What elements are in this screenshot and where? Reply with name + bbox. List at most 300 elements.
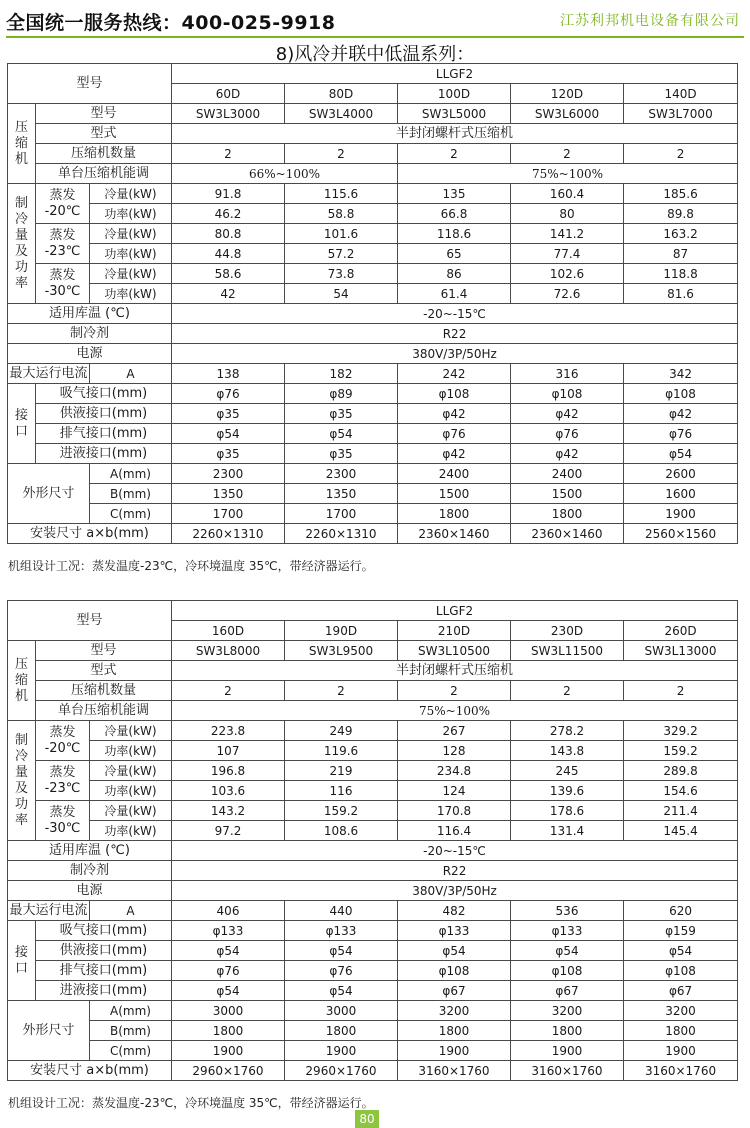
compressor-model-cell: SW3L4000 <box>285 104 398 124</box>
liquid-label: 供液接口(mm) <box>36 404 172 424</box>
value-cell: φ42 <box>511 444 624 464</box>
count-cell: 2 <box>172 144 285 164</box>
value-cell: 72.6 <box>511 284 624 304</box>
value-cell: 2400 <box>511 464 624 484</box>
value-cell: 97.2 <box>172 821 285 841</box>
count-cell: 2 <box>172 681 285 701</box>
temp-range-label: 适用库温 (℃) <box>8 304 172 324</box>
compressor-type-value: 半封闭螺杆式压缩机 <box>172 124 738 144</box>
value-cell: 620 <box>624 901 738 921</box>
header-divider <box>6 36 744 38</box>
model-cell: 100D <box>398 84 511 104</box>
table-row <box>8 144 738 164</box>
table-row <box>8 861 738 881</box>
table-row <box>8 104 738 124</box>
value-cell: 1600 <box>624 484 738 504</box>
value-cell: φ42 <box>398 444 511 464</box>
compressor-model-cell: SW3L6000 <box>511 104 624 124</box>
value-cell: 316 <box>511 364 624 384</box>
value-cell: 86 <box>398 264 511 284</box>
value-cell: 124 <box>398 781 511 801</box>
value-cell: 44.8 <box>172 244 285 264</box>
value-cell: 440 <box>285 901 398 921</box>
connection-group-label: 接口 <box>8 921 36 1001</box>
value-cell: 3200 <box>511 1001 624 1021</box>
compressor-count-label: 压缩机数量 <box>36 144 172 164</box>
value-cell: 65 <box>398 244 511 264</box>
value-cell: 107 <box>172 741 285 761</box>
model-cell: 260D <box>624 621 738 641</box>
install-label: 安装尺寸 a×b(mm) <box>8 524 172 544</box>
value-cell: φ133 <box>172 921 285 941</box>
power-kw-label: 功率(kW) <box>90 204 172 224</box>
section-title: 8)风冷并联中低温系列： <box>275 44 475 65</box>
value-cell: 77.4 <box>511 244 624 264</box>
spec-table-1 <box>7 63 738 544</box>
power-kw-label: 功率(kW) <box>90 781 172 801</box>
evap-20-label: 蒸发 -20℃ <box>36 721 90 761</box>
table-row <box>8 901 738 921</box>
compressor-model-cell: SW3L10500 <box>398 641 511 661</box>
dim-b-label: B(mm) <box>90 1021 172 1041</box>
value-cell: 101.6 <box>285 224 398 244</box>
value-cell: φ54 <box>511 941 624 961</box>
table-row <box>8 464 738 484</box>
cooling-group-label: 制冷量及功率 <box>8 721 36 841</box>
value-cell: φ67 <box>624 981 738 1001</box>
power-supply-label: 电源 <box>8 344 172 364</box>
table-row <box>8 204 738 224</box>
dim-c-label: C(mm) <box>90 1041 172 1061</box>
value-cell: φ42 <box>511 404 624 424</box>
table-row <box>8 641 738 661</box>
value-cell: 185.6 <box>624 184 738 204</box>
compressor-type-label: 型式 <box>36 661 172 681</box>
value-cell: φ133 <box>511 921 624 941</box>
value-cell: 139.6 <box>511 781 624 801</box>
discharge-label: 排气接口(mm) <box>36 424 172 444</box>
dimensions-label: 外形尺寸 <box>8 464 90 524</box>
amp-unit: A <box>90 901 172 921</box>
table-row <box>8 941 738 961</box>
table-row <box>8 264 738 284</box>
temp-range-value: -20~-15℃ <box>172 304 738 324</box>
model-cell: 120D <box>511 84 624 104</box>
spec-table-2 <box>7 600 738 1081</box>
table-row <box>8 524 738 544</box>
table-row <box>8 304 738 324</box>
value-cell: 57.2 <box>285 244 398 264</box>
count-cell: 2 <box>398 144 511 164</box>
value-cell: 81.6 <box>624 284 738 304</box>
table-row <box>8 404 738 424</box>
power-supply-value: 380V/3P/50Hz <box>172 344 738 364</box>
cool-kw-label: 冷量(kW) <box>90 721 172 741</box>
value-cell: 536 <box>511 901 624 921</box>
table-row <box>8 1061 738 1081</box>
value-cell: φ76 <box>398 424 511 444</box>
value-cell: 1800 <box>285 1021 398 1041</box>
value-cell: φ76 <box>285 961 398 981</box>
value-cell: φ35 <box>172 444 285 464</box>
capacity-reg-value-b: 75%~100% <box>398 164 738 184</box>
table-row <box>8 961 738 981</box>
value-cell: 178.6 <box>511 801 624 821</box>
value-cell: 1800 <box>172 1021 285 1041</box>
power-kw-label: 功率(kW) <box>90 741 172 761</box>
value-cell: 119.6 <box>285 741 398 761</box>
compressor-model-cell: SW3L7000 <box>624 104 738 124</box>
install-label: 安装尺寸 a×b(mm) <box>8 1061 172 1081</box>
series-name: LLGF2 <box>172 601 738 621</box>
value-cell: 3200 <box>624 1001 738 1021</box>
discharge-label: 排气接口(mm) <box>36 961 172 981</box>
value-cell: 2260×1310 <box>285 524 398 544</box>
count-cell: 2 <box>511 681 624 701</box>
value-cell: 2600 <box>624 464 738 484</box>
value-cell: 128 <box>398 741 511 761</box>
suction-label: 吸气接口(mm) <box>36 384 172 404</box>
value-cell: 1700 <box>172 504 285 524</box>
value-cell: φ76 <box>624 424 738 444</box>
value-cell: φ35 <box>172 404 285 424</box>
value-cell: 1500 <box>398 484 511 504</box>
power-supply-value: 380V/3P/50Hz <box>172 881 738 901</box>
value-cell: 138 <box>172 364 285 384</box>
capacity-reg-label: 单台压缩机能调 <box>36 164 172 184</box>
compressor-model-label: 型号 <box>36 641 172 661</box>
value-cell: 1900 <box>511 1041 624 1061</box>
table-row <box>8 1001 738 1021</box>
compressor-model-cell: SW3L11500 <box>511 641 624 661</box>
value-cell: 160.4 <box>511 184 624 204</box>
value-cell: 2960×1760 <box>285 1061 398 1081</box>
table-1-note: 机组设计工况：蒸发温度-23℃，冷环境温度 35℃，带经济器运行。 <box>8 559 374 573</box>
value-cell: 143.2 <box>172 801 285 821</box>
page-header <box>0 0 750 42</box>
series-name: LLGF2 <box>172 64 738 84</box>
value-cell: φ108 <box>511 384 624 404</box>
refrigerant-value: R22 <box>172 324 738 344</box>
dimensions-label: 外形尺寸 <box>8 1001 90 1061</box>
value-cell: φ108 <box>398 961 511 981</box>
dim-c-label: C(mm) <box>90 504 172 524</box>
table-row <box>8 504 738 524</box>
value-cell: 2360×1460 <box>398 524 511 544</box>
power-kw-label: 功率(kW) <box>90 284 172 304</box>
value-cell: 242 <box>398 364 511 384</box>
value-cell: 1900 <box>172 1041 285 1061</box>
inlet-label: 进液接口(mm) <box>36 444 172 464</box>
value-cell: φ54 <box>285 981 398 1001</box>
evap-20-label: 蒸发 -20℃ <box>36 184 90 224</box>
compressor-model-cell: SW3L3000 <box>172 104 285 124</box>
value-cell: 1900 <box>624 1041 738 1061</box>
table-row <box>8 384 738 404</box>
value-cell: 135 <box>398 184 511 204</box>
value-cell: 1800 <box>511 504 624 524</box>
value-cell: 103.6 <box>172 781 285 801</box>
value-cell: 42 <box>172 284 285 304</box>
table-row <box>8 444 738 464</box>
value-cell: 278.2 <box>511 721 624 741</box>
table-row <box>8 484 738 504</box>
table-2-note: 机组设计工况：蒸发温度-23℃，冷环境温度 35℃，带经济器运行。 <box>8 1096 374 1110</box>
value-cell: 163.2 <box>624 224 738 244</box>
model-cell: 190D <box>285 621 398 641</box>
cool-kw-label: 冷量(kW) <box>90 801 172 821</box>
cool-kw-label: 冷量(kW) <box>90 264 172 284</box>
value-cell: 249 <box>285 721 398 741</box>
value-cell: φ42 <box>398 404 511 424</box>
value-cell: 1700 <box>285 504 398 524</box>
value-cell: 2300 <box>285 464 398 484</box>
value-cell: 211.4 <box>624 801 738 821</box>
value-cell: 131.4 <box>511 821 624 841</box>
count-cell: 2 <box>624 681 738 701</box>
table-row <box>8 881 738 901</box>
power-supply-label: 电源 <box>8 881 172 901</box>
model-cell: 230D <box>511 621 624 641</box>
value-cell: φ54 <box>285 941 398 961</box>
value-cell: 1500 <box>511 484 624 504</box>
cool-kw-label: 冷量(kW) <box>90 184 172 204</box>
value-cell: 54 <box>285 284 398 304</box>
compressor-type-value: 半封闭螺杆式压缩机 <box>172 661 738 681</box>
table-row <box>8 921 738 941</box>
capacity-reg-value: 75%~100% <box>172 701 738 721</box>
value-cell: φ76 <box>511 424 624 444</box>
value-cell: 3160×1760 <box>511 1061 624 1081</box>
temp-range-value: -20~-15℃ <box>172 841 738 861</box>
table-row <box>8 821 738 841</box>
model-cell: 60D <box>172 84 285 104</box>
evap-23-label: 蒸发 -23℃ <box>36 761 90 801</box>
dim-a-label: A(mm) <box>90 1001 172 1021</box>
value-cell: φ35 <box>285 444 398 464</box>
model-header: 型号 <box>8 64 172 104</box>
value-cell: 406 <box>172 901 285 921</box>
value-cell: φ54 <box>285 424 398 444</box>
value-cell: 1800 <box>398 1021 511 1041</box>
value-cell: φ67 <box>398 981 511 1001</box>
value-cell: φ108 <box>624 961 738 981</box>
value-cell: 1900 <box>285 1041 398 1061</box>
count-cell: 2 <box>624 144 738 164</box>
value-cell: 1800 <box>624 1021 738 1041</box>
value-cell: 115.6 <box>285 184 398 204</box>
table-row <box>8 741 738 761</box>
suction-label: 吸气接口(mm) <box>36 921 172 941</box>
value-cell: 141.2 <box>511 224 624 244</box>
dim-b-label: B(mm) <box>90 484 172 504</box>
value-cell: 245 <box>511 761 624 781</box>
table-row <box>8 424 738 444</box>
power-kw-label: 功率(kW) <box>90 821 172 841</box>
value-cell: φ133 <box>398 921 511 941</box>
value-cell: 61.4 <box>398 284 511 304</box>
service-hotline: 全国统一服务热线：400-025-9918 <box>6 12 336 34</box>
value-cell: 87 <box>624 244 738 264</box>
table-row <box>8 981 738 1001</box>
compressor-model-cell: SW3L5000 <box>398 104 511 124</box>
value-cell: 118.6 <box>398 224 511 244</box>
table-row <box>8 244 738 264</box>
value-cell: 170.8 <box>398 801 511 821</box>
evap-30-label: 蒸发 -30℃ <box>36 801 90 841</box>
value-cell: 3000 <box>172 1001 285 1021</box>
connection-group-label: 接口 <box>8 384 36 464</box>
value-cell: 3000 <box>285 1001 398 1021</box>
value-cell: 91.8 <box>172 184 285 204</box>
table-row <box>8 224 738 244</box>
value-cell: φ42 <box>624 404 738 424</box>
model-header: 型号 <box>8 601 172 641</box>
value-cell: φ54 <box>624 444 738 464</box>
value-cell: 2260×1310 <box>172 524 285 544</box>
value-cell: 143.8 <box>511 741 624 761</box>
cool-kw-label: 冷量(kW) <box>90 761 172 781</box>
max-current-label: 最大运行电流 <box>8 364 90 384</box>
value-cell: 116 <box>285 781 398 801</box>
value-cell: φ108 <box>624 384 738 404</box>
value-cell: 1350 <box>172 484 285 504</box>
value-cell: 2360×1460 <box>511 524 624 544</box>
value-cell: 102.6 <box>511 264 624 284</box>
table-row <box>8 661 738 681</box>
table-row <box>8 841 738 861</box>
count-cell: 2 <box>398 681 511 701</box>
table-row <box>8 284 738 304</box>
value-cell: 182 <box>285 364 398 384</box>
table-row <box>8 601 738 621</box>
compressor-group-label: 压缩机 <box>8 104 36 184</box>
value-cell: 3200 <box>398 1001 511 1021</box>
table-row <box>8 124 738 144</box>
value-cell: 1900 <box>624 504 738 524</box>
value-cell: 154.6 <box>624 781 738 801</box>
value-cell: φ54 <box>624 941 738 961</box>
value-cell: 234.8 <box>398 761 511 781</box>
count-cell: 2 <box>511 144 624 164</box>
table-row <box>8 781 738 801</box>
compressor-model-cell: SW3L8000 <box>172 641 285 661</box>
value-cell: 116.4 <box>398 821 511 841</box>
value-cell: 1350 <box>285 484 398 504</box>
table-row <box>8 344 738 364</box>
table-row <box>8 701 738 721</box>
liquid-label: 供液接口(mm) <box>36 941 172 961</box>
amp-unit: A <box>90 364 172 384</box>
value-cell: φ54 <box>172 981 285 1001</box>
max-current-label: 最大运行电流 <box>8 901 90 921</box>
value-cell: 145.4 <box>624 821 738 841</box>
model-cell: 210D <box>398 621 511 641</box>
value-cell: φ108 <box>511 961 624 981</box>
page-number: 80 <box>355 1110 379 1128</box>
table-row <box>8 64 738 84</box>
value-cell: φ54 <box>172 424 285 444</box>
capacity-reg-value-a: 66%~100% <box>172 164 398 184</box>
value-cell: 196.8 <box>172 761 285 781</box>
temp-range-label: 适用库温 (℃) <box>8 841 172 861</box>
evap-23-label: 蒸发 -23℃ <box>36 224 90 264</box>
value-cell: 2400 <box>398 464 511 484</box>
compressor-group-label: 压缩机 <box>8 641 36 721</box>
value-cell: 80 <box>511 204 624 224</box>
value-cell: 159.2 <box>285 801 398 821</box>
value-cell: 219 <box>285 761 398 781</box>
count-cell: 2 <box>285 144 398 164</box>
value-cell: φ67 <box>511 981 624 1001</box>
value-cell: 342 <box>624 364 738 384</box>
capacity-reg-label: 单台压缩机能调 <box>36 701 172 721</box>
compressor-model-label: 型号 <box>36 104 172 124</box>
company-name: 江苏利邦机电设备有限公司 <box>560 13 740 29</box>
value-cell: φ76 <box>172 961 285 981</box>
dim-a-label: A(mm) <box>90 464 172 484</box>
value-cell: φ54 <box>398 941 511 961</box>
table-row <box>8 681 738 701</box>
value-cell: φ89 <box>285 384 398 404</box>
value-cell: 3160×1760 <box>624 1061 738 1081</box>
value-cell: φ76 <box>172 384 285 404</box>
value-cell: 58.8 <box>285 204 398 224</box>
value-cell: 66.8 <box>398 204 511 224</box>
value-cell: 1800 <box>511 1021 624 1041</box>
table-row <box>8 761 738 781</box>
value-cell: 482 <box>398 901 511 921</box>
value-cell: φ54 <box>172 941 285 961</box>
model-cell: 80D <box>285 84 398 104</box>
value-cell: 1800 <box>398 504 511 524</box>
value-cell: 108.6 <box>285 821 398 841</box>
value-cell: 329.2 <box>624 721 738 741</box>
table-row <box>8 801 738 821</box>
value-cell: 80.8 <box>172 224 285 244</box>
value-cell: 289.8 <box>624 761 738 781</box>
table-row <box>8 164 738 184</box>
value-cell: 73.8 <box>285 264 398 284</box>
value-cell: 1900 <box>398 1041 511 1061</box>
count-cell: 2 <box>285 681 398 701</box>
compressor-model-cell: SW3L13000 <box>624 641 738 661</box>
value-cell: φ108 <box>398 384 511 404</box>
refrigerant-label: 制冷剂 <box>8 324 172 344</box>
table-row <box>8 1041 738 1061</box>
power-kw-label: 功率(kW) <box>90 244 172 264</box>
evap-30-label: 蒸发 -30℃ <box>36 264 90 304</box>
value-cell: 58.6 <box>172 264 285 284</box>
table-row <box>8 324 738 344</box>
compressor-type-label: 型式 <box>36 124 172 144</box>
value-cell: 46.2 <box>172 204 285 224</box>
value-cell: φ35 <box>285 404 398 424</box>
model-cell: 140D <box>624 84 738 104</box>
compressor-model-cell: SW3L9500 <box>285 641 398 661</box>
value-cell: 2300 <box>172 464 285 484</box>
value-cell: 3160×1760 <box>398 1061 511 1081</box>
value-cell: 2560×1560 <box>624 524 738 544</box>
cooling-group-label: 制冷量及功率 <box>8 184 36 304</box>
inlet-label: 进液接口(mm) <box>36 981 172 1001</box>
value-cell: 267 <box>398 721 511 741</box>
value-cell: 223.8 <box>172 721 285 741</box>
table-row <box>8 364 738 384</box>
table-row <box>8 1021 738 1041</box>
value-cell: φ159 <box>624 921 738 941</box>
table-row <box>8 721 738 741</box>
